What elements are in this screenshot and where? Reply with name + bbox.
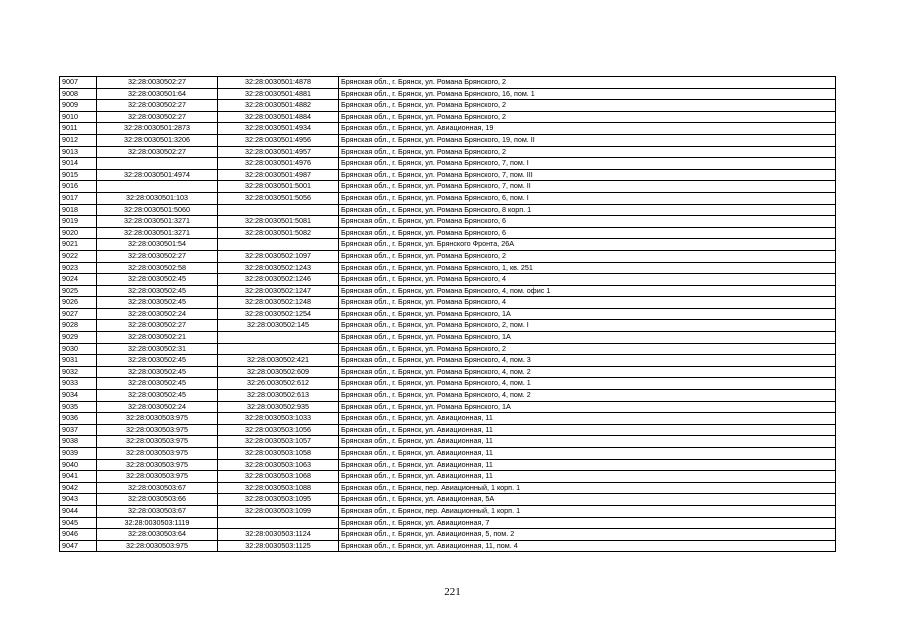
address-cell: Брянская обл., г. Брянск, ул. Романа Брянского, 2 <box>339 343 836 355</box>
cadastral-number-cell: 32:28:0030502:27 <box>97 320 218 332</box>
address-cell: Брянская обл., г. Брянск, ул. Романа Брянского, 2 <box>339 100 836 112</box>
table-row <box>60 378 836 390</box>
row-number-cell: 9018 <box>60 204 97 216</box>
table-row <box>60 146 836 158</box>
row-number-cell: 9026 <box>60 297 97 309</box>
table-row <box>60 192 836 204</box>
cadastral-number-cell: 32:28:0030501:5060 <box>97 204 218 216</box>
cadastral-number-cell: 32:28:0030502:27 <box>97 77 218 89</box>
row-number-cell: 9045 <box>60 517 97 529</box>
object-cadastral-number-cell: 32:28:0030503:1058 <box>218 448 339 460</box>
table-row <box>60 111 836 123</box>
object-cadastral-number-cell: 32:28:0030502:1246 <box>218 274 339 286</box>
cadastral-number-cell: 32:28:0030501:54 <box>97 239 218 251</box>
address-cell: Брянская обл., г. Брянск, ул. Романа Брянского, 1А <box>339 401 836 413</box>
table-row <box>60 529 836 541</box>
object-cadastral-number-cell: 32:28:0030503:1095 <box>218 494 339 506</box>
cadastral-registry-table <box>59 76 836 552</box>
row-number-cell: 9035 <box>60 401 97 413</box>
row-number-cell: 9028 <box>60 320 97 332</box>
cadastral-number-cell: 32:28:0030501:3271 <box>97 216 218 228</box>
table-row <box>60 540 836 552</box>
address-cell: Брянская обл., г. Брянск, ул. Романа Брянского, 4, пом. 1 <box>339 378 836 390</box>
table-row <box>60 123 836 135</box>
row-number-cell: 9014 <box>60 158 97 170</box>
object-cadastral-number-cell: 32:28:0030501:4934 <box>218 123 339 135</box>
object-cadastral-number-cell <box>218 239 339 251</box>
address-cell: Брянская обл., г. Брянск, ул. Авиационная, 11 <box>339 413 836 425</box>
cadastral-number-cell: 32:28:0030502:27 <box>97 146 218 158</box>
cadastral-number-cell: 32:28:0030501:2873 <box>97 123 218 135</box>
address-cell: Брянская обл., г. Брянск, ул. Романа Брянского, 6 <box>339 227 836 239</box>
address-cell: Брянская обл., г. Брянск, ул. Авиационная, 11 <box>339 459 836 471</box>
row-number-cell: 9042 <box>60 482 97 494</box>
object-cadastral-number-cell: 32:28:0030503:1063 <box>218 459 339 471</box>
address-cell: Брянская обл., г. Брянск, пер. Авиационный, 1 корп. 1 <box>339 482 836 494</box>
object-cadastral-number-cell: 32:26:0030502:612 <box>218 378 339 390</box>
cadastral-number-cell: 32:28:0030502:27 <box>97 250 218 262</box>
address-cell: Брянская обл., г. Брянск, ул. Авиационная, 11 <box>339 424 836 436</box>
row-number-cell: 9007 <box>60 77 97 89</box>
table-row <box>60 459 836 471</box>
object-cadastral-number-cell: 32:28:0030503:1068 <box>218 471 339 483</box>
row-number-cell: 9047 <box>60 540 97 552</box>
row-number-cell: 9029 <box>60 332 97 344</box>
table-row <box>60 482 836 494</box>
cadastral-number-cell: 32:28:0030501:4974 <box>97 169 218 181</box>
address-cell: Брянская обл., г. Брянск, ул. Авиационная, 11, пом. 4 <box>339 540 836 552</box>
cadastral-number-cell: 32:28:0030502:24 <box>97 308 218 320</box>
address-cell: Брянская обл., г. Брянск, ул. Романа Брянского, 6, пом. I <box>339 192 836 204</box>
row-number-cell: 9012 <box>60 134 97 146</box>
cadastral-number-cell: 32:28:0030502:21 <box>97 332 218 344</box>
table-row <box>60 332 836 344</box>
cadastral-number-cell: 32:28:0030503:67 <box>97 482 218 494</box>
table-row <box>60 320 836 332</box>
table-row <box>60 204 836 216</box>
cadastral-number-cell: 32:28:0030502:45 <box>97 355 218 367</box>
cadastral-number-cell: 32:28:0030502:27 <box>97 111 218 123</box>
cadastral-number-cell: 32:28:0030501:3271 <box>97 227 218 239</box>
object-cadastral-number-cell <box>218 343 339 355</box>
cadastral-number-cell: 32:28:0030503:975 <box>97 459 218 471</box>
address-cell: Брянская обл., г. Брянск, ул. Романа Брянского, 19, пом. II <box>339 134 836 146</box>
row-number-cell: 9032 <box>60 366 97 378</box>
address-cell: Брянская обл., г. Брянск, ул. Романа Брянского, 7, пом. II <box>339 181 836 193</box>
object-cadastral-number-cell: 32:28:0030502:145 <box>218 320 339 332</box>
object-cadastral-number-cell: 32:28:0030501:4987 <box>218 169 339 181</box>
registry-table-body <box>60 77 836 552</box>
row-number-cell: 9015 <box>60 169 97 181</box>
cadastral-number-cell: 32:28:0030503:975 <box>97 540 218 552</box>
row-number-cell: 9010 <box>60 111 97 123</box>
address-cell: Брянская обл., г. Брянск, ул. Романа Брянского, 2 <box>339 146 836 158</box>
row-number-cell: 9034 <box>60 390 97 402</box>
cadastral-number-cell <box>97 181 218 193</box>
row-number-cell: 9023 <box>60 262 97 274</box>
row-number-cell: 9044 <box>60 505 97 517</box>
cadastral-number-cell: 32:28:0030502:58 <box>97 262 218 274</box>
address-cell: Брянская обл., г. Брянск, ул. Романа Брянского, 4, пом. 2 <box>339 366 836 378</box>
row-number-cell: 9011 <box>60 123 97 135</box>
table-row <box>60 505 836 517</box>
address-cell: Брянская обл., г. Брянск, ул. Авиационная, 11 <box>339 448 836 460</box>
table-row <box>60 413 836 425</box>
cadastral-number-cell: 32:28:0030502:24 <box>97 401 218 413</box>
object-cadastral-number-cell: 32:28:0030501:4878 <box>218 77 339 89</box>
cadastral-number-cell: 32:28:0030503:975 <box>97 424 218 436</box>
row-number-cell: 9021 <box>60 239 97 251</box>
table-row <box>60 285 836 297</box>
address-cell: Брянская обл., г. Брянск, ул. Авиационная, 11 <box>339 471 836 483</box>
table-row <box>60 390 836 402</box>
object-cadastral-number-cell: 32:28:0030501:4956 <box>218 134 339 146</box>
cadastral-number-cell: 32:28:0030503:975 <box>97 413 218 425</box>
cadastral-number-cell: 32:28:0030503:975 <box>97 471 218 483</box>
address-cell: Брянская обл., г. Брянск, ул. Романа Брянского, 8 корп. 1 <box>339 204 836 216</box>
object-cadastral-number-cell: 32:28:0030502:1247 <box>218 285 339 297</box>
table-row <box>60 355 836 367</box>
address-cell: Брянская обл., г. Брянск, ул. Авиационная, 11 <box>339 436 836 448</box>
object-cadastral-number-cell: 32:28:0030502:613 <box>218 390 339 402</box>
object-cadastral-number-cell: 32:28:0030501:5001 <box>218 181 339 193</box>
object-cadastral-number-cell <box>218 204 339 216</box>
row-number-cell: 9019 <box>60 216 97 228</box>
row-number-cell: 9043 <box>60 494 97 506</box>
row-number-cell: 9022 <box>60 250 97 262</box>
address-cell: Брянская обл., г. Брянск, ул. Романа Брянского, 2 <box>339 77 836 89</box>
row-number-cell: 9036 <box>60 413 97 425</box>
address-cell: Брянская обл., г. Брянск, ул. Романа Брянского, 1, кв. 251 <box>339 262 836 274</box>
table-row <box>60 436 836 448</box>
table-row <box>60 297 836 309</box>
table-row <box>60 88 836 100</box>
object-cadastral-number-cell: 32:28:0030503:1124 <box>218 529 339 541</box>
cadastral-number-cell <box>97 158 218 170</box>
object-cadastral-number-cell: 32:28:0030502:935 <box>218 401 339 413</box>
object-cadastral-number-cell: 32:28:0030503:1057 <box>218 436 339 448</box>
object-cadastral-number-cell: 32:28:0030501:5082 <box>218 227 339 239</box>
row-number-cell: 9024 <box>60 274 97 286</box>
row-number-cell: 9013 <box>60 146 97 158</box>
object-cadastral-number-cell: 32:28:0030501:5056 <box>218 192 339 204</box>
address-cell: Брянская обл., г. Брянск, ул. Авиационная, 5, пом. 2 <box>339 529 836 541</box>
table-row <box>60 216 836 228</box>
cadastral-number-cell: 32:28:0030502:45 <box>97 378 218 390</box>
object-cadastral-number-cell: 32:28:0030501:5081 <box>218 216 339 228</box>
cadastral-number-cell: 32:28:0030503:975 <box>97 448 218 460</box>
table-row <box>60 250 836 262</box>
object-cadastral-number-cell: 32:28:0030501:4881 <box>218 88 339 100</box>
address-cell: Брянская обл., г. Брянск, ул. Романа Брянского, 2 <box>339 250 836 262</box>
address-cell: Брянская обл., г. Брянск, ул. Романа Брянского, 4, пом. 3 <box>339 355 836 367</box>
object-cadastral-number-cell: 32:28:0030503:1088 <box>218 482 339 494</box>
address-cell: Брянская обл., г. Брянск, ул. Романа Брянского, 6 <box>339 216 836 228</box>
table-row <box>60 343 836 355</box>
address-cell: Брянская обл., г. Брянск, ул. Романа Брянского, 7, пом. III <box>339 169 836 181</box>
object-cadastral-number-cell: 32:28:0030501:4884 <box>218 111 339 123</box>
cadastral-number-cell: 32:28:0030502:45 <box>97 274 218 286</box>
cadastral-number-cell: 32:28:0030502:45 <box>97 285 218 297</box>
cadastral-number-cell: 32:28:0030503:975 <box>97 436 218 448</box>
address-cell: Брянская обл., г. Брянск, ул. Романа Брянского, 1А <box>339 332 836 344</box>
table-row <box>60 100 836 112</box>
address-cell: Брянская обл., г. Брянск, ул. Романа Брянского, 4 <box>339 274 836 286</box>
cadastral-number-cell: 32:28:0030501:64 <box>97 88 218 100</box>
address-cell: Брянская обл., г. Брянск, ул. Авиационная, 19 <box>339 123 836 135</box>
address-cell: Брянская обл., г. Брянск, ул. Романа Брянского, 4, пом. 2 <box>339 390 836 402</box>
object-cadastral-number-cell: 32:28:0030502:421 <box>218 355 339 367</box>
cadastral-number-cell: 32:28:0030503:66 <box>97 494 218 506</box>
table-row <box>60 366 836 378</box>
object-cadastral-number-cell: 32:28:0030501:4976 <box>218 158 339 170</box>
table-row <box>60 274 836 286</box>
cadastral-number-cell: 32:28:0030502:45 <box>97 297 218 309</box>
row-number-cell: 9008 <box>60 88 97 100</box>
object-cadastral-number-cell: 32:28:0030502:1254 <box>218 308 339 320</box>
object-cadastral-number-cell: 32:28:0030502:609 <box>218 366 339 378</box>
object-cadastral-number-cell: 32:28:0030502:1248 <box>218 297 339 309</box>
cadastral-number-cell: 32:28:0030502:27 <box>97 100 218 112</box>
row-number-cell: 9031 <box>60 355 97 367</box>
object-cadastral-number-cell <box>218 332 339 344</box>
address-cell: Брянская обл., г. Брянск, ул. Романа Брянского, 7, пом. I <box>339 158 836 170</box>
cadastral-number-cell: 32:28:0030502:45 <box>97 366 218 378</box>
row-number-cell: 9030 <box>60 343 97 355</box>
cadastral-number-cell: 32:28:0030502:45 <box>97 390 218 402</box>
address-cell: Брянская обл., г. Брянск, ул. Романа Брянского, 2, пом. I <box>339 320 836 332</box>
row-number-cell: 9025 <box>60 285 97 297</box>
row-number-cell: 9040 <box>60 459 97 471</box>
table-row <box>60 424 836 436</box>
table-row <box>60 134 836 146</box>
address-cell: Брянская обл., г. Брянск, ул. Романа Брянского, 1А <box>339 308 836 320</box>
cadastral-number-cell: 32:28:0030502:31 <box>97 343 218 355</box>
object-cadastral-number-cell: 32:28:0030503:1099 <box>218 505 339 517</box>
address-cell: Брянская обл., г. Брянск, ул. Романа Брянского, 4 <box>339 297 836 309</box>
table-row <box>60 494 836 506</box>
cadastral-number-cell: 32:28:0030503:1119 <box>97 517 218 529</box>
table-row <box>60 517 836 529</box>
table-row <box>60 308 836 320</box>
table-row <box>60 227 836 239</box>
table-row <box>60 239 836 251</box>
row-number-cell: 9038 <box>60 436 97 448</box>
page-number: 221 <box>444 586 461 598</box>
address-cell: Брянская обл., г. Брянск, ул. Романа Брянского, 16, пом. 1 <box>339 88 836 100</box>
row-number-cell: 9020 <box>60 227 97 239</box>
row-number-cell: 9046 <box>60 529 97 541</box>
table-row <box>60 448 836 460</box>
row-number-cell: 9027 <box>60 308 97 320</box>
cadastral-number-cell: 32:28:0030503:67 <box>97 505 218 517</box>
cadastral-number-cell: 32:28:0030501:103 <box>97 192 218 204</box>
object-cadastral-number-cell <box>218 517 339 529</box>
row-number-cell: 9033 <box>60 378 97 390</box>
table-row <box>60 158 836 170</box>
row-number-cell: 9041 <box>60 471 97 483</box>
object-cadastral-number-cell: 32:28:0030502:1097 <box>218 250 339 262</box>
address-cell: Брянская обл., г. Брянск, ул. Брянского Фронта, 26А <box>339 239 836 251</box>
row-number-cell: 9017 <box>60 192 97 204</box>
row-number-cell: 9016 <box>60 181 97 193</box>
table-row <box>60 77 836 89</box>
object-cadastral-number-cell: 32:28:0030503:1125 <box>218 540 339 552</box>
table-row <box>60 169 836 181</box>
object-cadastral-number-cell: 32:28:0030503:1056 <box>218 424 339 436</box>
address-cell: Брянская обл., г. Брянск, ул. Романа Брянского, 4, пом. офис 1 <box>339 285 836 297</box>
address-cell: Брянская обл., г. Брянск, ул. Авиационная, 7 <box>339 517 836 529</box>
row-number-cell: 9009 <box>60 100 97 112</box>
cadastral-number-cell: 32:28:0030501:3206 <box>97 134 218 146</box>
object-cadastral-number-cell: 32:28:0030502:1243 <box>218 262 339 274</box>
address-cell: Брянская обл., г. Брянск, ул. Авиационная, 5А <box>339 494 836 506</box>
row-number-cell: 9039 <box>60 448 97 460</box>
table-row <box>60 262 836 274</box>
table-row <box>60 181 836 193</box>
object-cadastral-number-cell: 32:28:0030501:4957 <box>218 146 339 158</box>
object-cadastral-number-cell: 32:28:0030501:4882 <box>218 100 339 112</box>
table-row <box>60 471 836 483</box>
address-cell: Брянская обл., г. Брянск, пер. Авиационный, 1 корп. 1 <box>339 505 836 517</box>
row-number-cell: 9037 <box>60 424 97 436</box>
address-cell: Брянская обл., г. Брянск, ул. Романа Брянского, 2 <box>339 111 836 123</box>
cadastral-number-cell: 32:28:0030503:64 <box>97 529 218 541</box>
table-row <box>60 401 836 413</box>
object-cadastral-number-cell: 32:28:0030503:1033 <box>218 413 339 425</box>
